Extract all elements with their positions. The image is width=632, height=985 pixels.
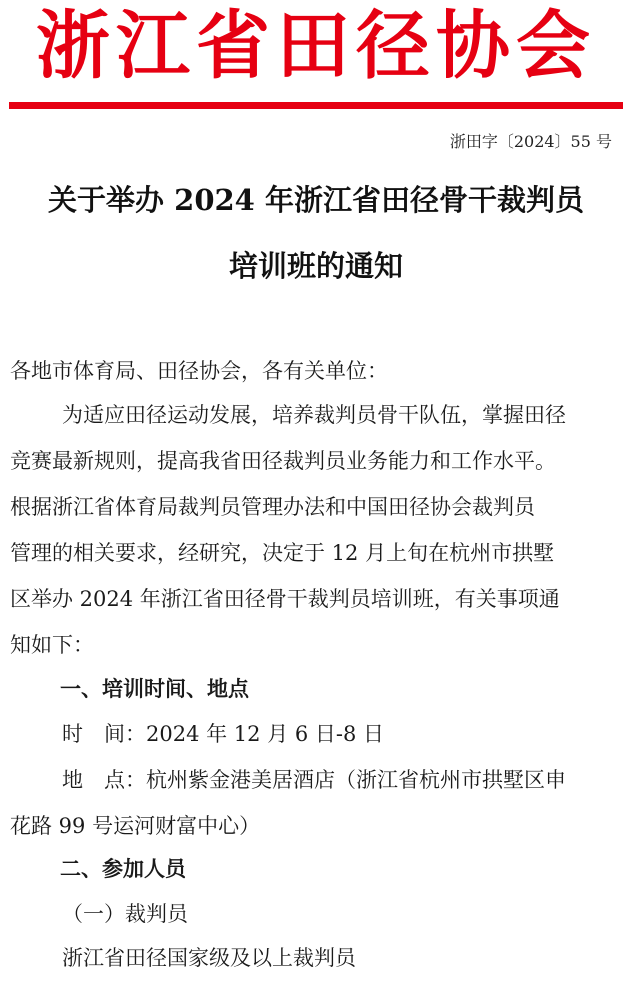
organization-name: 浙江省田径协会 bbox=[36, 3, 596, 89]
sub-heading-referees: （一）裁判员 bbox=[62, 902, 188, 926]
training-time: 时 间：2024 年 12 月 6 日-8 日 bbox=[62, 722, 385, 746]
body-line: 区举办 2024 年浙江省田径骨干裁判员培训班，有关事项通 bbox=[10, 587, 560, 611]
section-heading-2: 二、参加人员 bbox=[60, 856, 186, 881]
document-title-line-1: 关于举办 2024 年浙江省田径骨干裁判员 bbox=[48, 183, 584, 217]
participants-line-1: 浙江省田径国家级及以上裁判员 bbox=[62, 946, 356, 970]
letterhead bbox=[0, 0, 632, 100]
document-number: 浙田字〔2024〕55 号 bbox=[449, 132, 612, 151]
training-place-line-2: 花路 99 号运河财富中心） bbox=[10, 814, 261, 838]
document-title-line-2: 培训班的通知 bbox=[228, 249, 403, 283]
section-heading-1: 一、培训时间、地点 bbox=[60, 676, 249, 701]
letterhead-divider bbox=[9, 102, 623, 109]
body-line: 根据浙江省体育局裁判员管理办法和中国田径协会裁判员 bbox=[10, 495, 535, 519]
body-line: 为适应田径运动发展，培养裁判员骨干队伍，掌握田径 bbox=[62, 403, 566, 427]
body-line: 管理的相关要求，经研究，决定于 12 月上旬在杭州市拱墅 bbox=[10, 541, 555, 565]
salutation: 各地市体育局、田径协会，各有关单位： bbox=[10, 359, 388, 383]
body-line: 知如下： bbox=[10, 633, 94, 657]
body-line: 竞赛最新规则，提高我省田径裁判员业务能力和工作水平。 bbox=[10, 449, 556, 473]
training-place-line-1: 地 点：杭州紫金港美居酒店（浙江省杭州市拱墅区申 bbox=[62, 768, 566, 792]
